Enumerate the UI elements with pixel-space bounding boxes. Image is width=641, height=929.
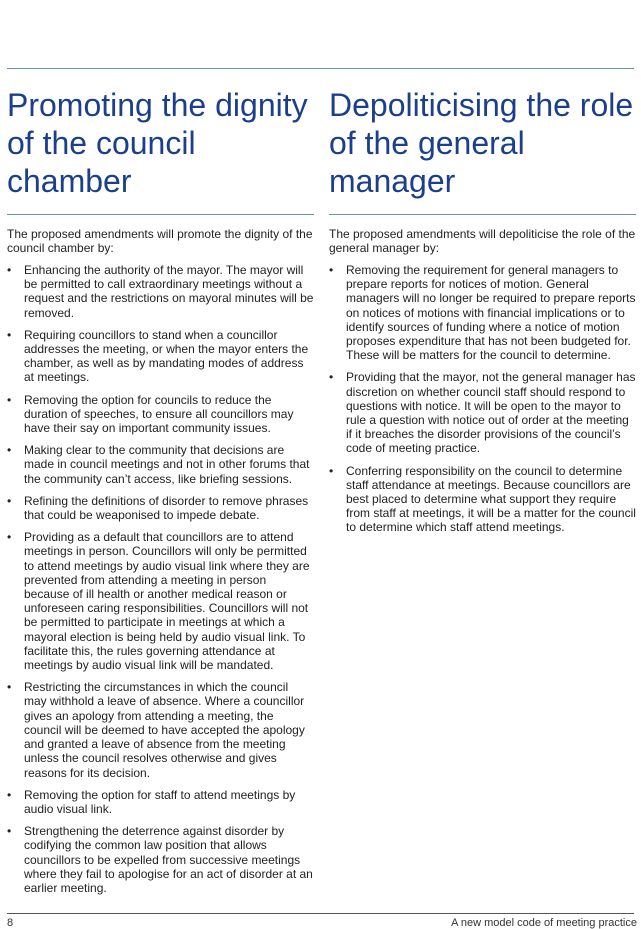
right-heading-rule bbox=[329, 214, 636, 215]
list-item: • Conferring responsibility on the council to determine staff attendance at meetings. Because councillors are best placed to determine what support they require from staff at meetings, it will be a matter for the council to determine which staff attend meetings. bbox=[329, 464, 636, 535]
left-list bbox=[7, 263, 314, 895]
right-intro: The proposed amendments will depoliticise the role of the general manager by: bbox=[329, 227, 636, 255]
left-column bbox=[7, 86, 314, 903]
right-list bbox=[329, 263, 636, 535]
list-item: • Providing that the mayor, not the general manager has discretion on whether council staff should respond to questions with notice. It will be open to the mayor to rule a question with notice out of order at the meeting if it breaches the disorder provisions of the council’s code of meeting practice. bbox=[329, 370, 636, 455]
list-item: • Requiring councillors to stand when a councillor addresses the meeting, or when the mayor enters the chamber, as well as by mandating modes of address at meetings. bbox=[7, 328, 314, 385]
right-heading: Depoliticising the role of the general manager bbox=[329, 87, 634, 199]
list-item: • Strengthening the deterrence against disorder by codifying the common law position that allows councillors to be expelled from successive meetings where they fail to apologise for an act of disorder at an earlier meeting. bbox=[7, 824, 314, 895]
list-item: • Restricting the circumstances in which the council may withhold a leave of absence. Where a councillor gives an apology from attending a meeting, the council will be deemed to have accepted the apology and granted a leave of absence from the meeting unless the council resolves otherwise and gives reasons for its decision. bbox=[7, 680, 314, 779]
list-item: • Providing as a default that councillors are to attend meetings in person. Councillors will only be permitted to attend meetings by audio visual link where they are prevented from attending a meeting in person because of ill health or another medical reason or unforeseen caring responsibilities. Councillors will not be permitted to participate in meetings at which a mayoral election is being held by audio visual link. To facilitate this, the rules governing attendance at meetings by audio visual link will be mandated. bbox=[7, 530, 314, 672]
footer-rule bbox=[7, 913, 634, 914]
list-item: • Removing the option for staff to attend meetings by audio visual link. bbox=[7, 788, 314, 816]
left-heading: Promoting the dignity of the council chamber bbox=[7, 87, 308, 199]
top-rule bbox=[7, 68, 634, 69]
right-column bbox=[329, 86, 636, 543]
list-item: • Removing the option for councils to reduce the duration of speeches, to ensure all councillors may have their say on important community issues. bbox=[7, 393, 314, 436]
list-item: • Refining the definitions of disorder to remove phrases that could be weaponised to impede debate. bbox=[7, 494, 314, 522]
document-title: A new model code of meeting practice bbox=[451, 917, 637, 929]
list-item: • Removing the requirement for general managers to prepare reports for notices of motion. General managers will no longer be required to prepare reports on notices of motions with financial implications or to identify sources of funding where a notice of motion proposes expenditure that has not been budgeted for. These will be matters for the council to determine. bbox=[329, 263, 636, 362]
left-heading-rule bbox=[7, 214, 314, 215]
left-intro: The proposed amendments will promote the dignity of the council chamber by: bbox=[7, 227, 313, 255]
list-item: • Making clear to the community that decisions are made in council meetings and not in other forums that the community can’t access, like briefing sessions. bbox=[7, 443, 314, 486]
page-number: 8 bbox=[7, 917, 14, 929]
list-item: • Enhancing the authority of the mayor. The mayor will be permitted to call extraordinary meetings without a request and the restrictions on mayoral minutes will be removed. bbox=[7, 263, 314, 320]
